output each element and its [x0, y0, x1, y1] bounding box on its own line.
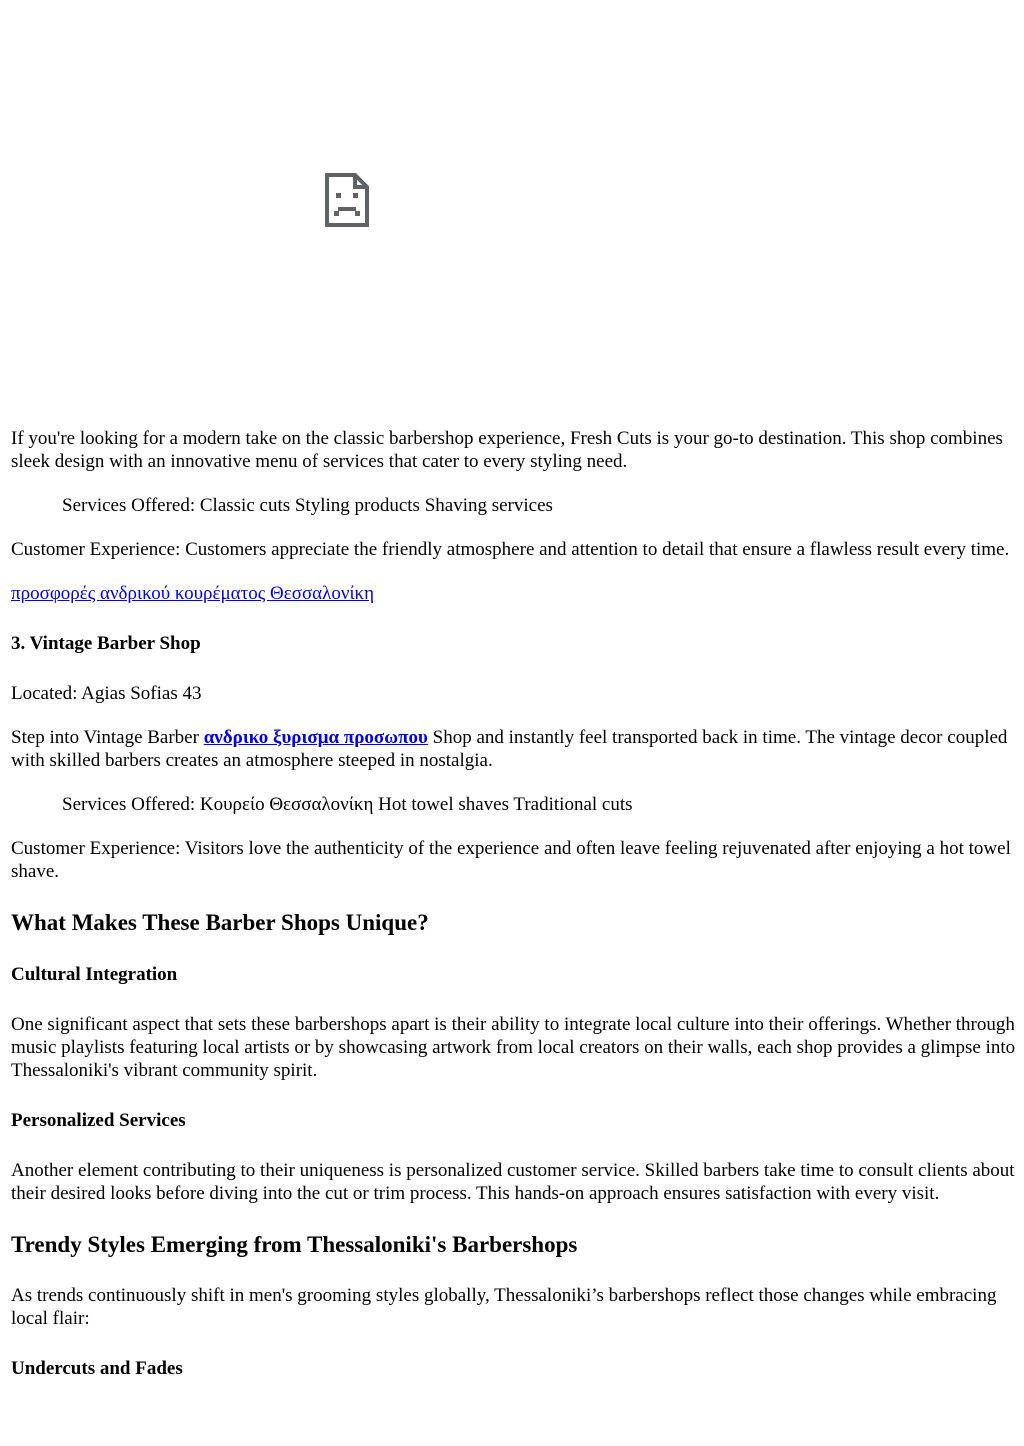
services-offered-fresh-cuts: Services Offered: Classic cuts Styling products Shaving services: [62, 495, 553, 516]
vintage-description: [11, 726, 1019, 772]
broken-image-icon: [324, 172, 370, 228]
haircut-offers-link[interactable]: προσφορές ανδρικού κουρέματος Θεσσαλονίκη: [11, 583, 375, 604]
vintage-text-after: Shop and instantly feel transported back in time. The vintage decor coupled with skilled barbers creates an atmosphere steeped in nostalgia.: [11, 727, 1008, 771]
article-content: [11, 427, 1019, 1407]
intro-paragraph: If you're looking for a modern take on the classic barbershop experience, Fresh Cuts is your go-to destination. This shop combines sleek design with an innovative menu of services that cater to every styling need.: [11, 428, 1003, 472]
link-paragraph: [11, 582, 1019, 605]
trendy-paragraph: As trends continuously shift in men's grooming styles globally, Thessaloniki’s barbershops reflect those changes while embracing local flair:: [11, 1285, 997, 1329]
heading-undercuts-fades: Undercuts and Fades: [11, 1358, 183, 1379]
heading-what-makes-unique: What Makes These Barber Shops Unique?: [11, 910, 429, 935]
customer-experience-fresh-cuts: Customer Experience: Customers appreciate the friendly atmosphere and attention to detail that ensure a flawless result every time.: [11, 539, 1010, 560]
heading-cultural-integration: Cultural Integration: [11, 964, 178, 985]
vintage-text-before: Step into Vintage Barber: [11, 727, 204, 748]
cultural-paragraph: One significant aspect that sets these barbershops apart is their ability to integrate local culture into their offerings. Whether through music playlists featuring local artists or by showcasing artwork from local creators on their walls, each shop provides a glimpse into Thessaloniki's vibrant community spirit.: [11, 1014, 1016, 1081]
heading-trendy-styles: Trendy Styles Emerging from Thessaloniki's Barbershops: [11, 1232, 578, 1257]
embedded-image-area: [0, 0, 1024, 415]
personalized-paragraph: Another element contributing to their uniqueness is personalized customer service. Skilled barbers take time to consult clients about their desired looks before diving into the cut or trim process. This hands-on approach ensures satisfaction with every visit.: [11, 1160, 1015, 1204]
heading-personalized-services: Personalized Services: [11, 1110, 186, 1131]
location-text: Located: Agias Sofias 43: [11, 683, 202, 704]
shaving-link[interactable]: ανδρικο ξυρισμα προσωπου: [203, 727, 428, 748]
heading-vintage-barber-shop: 3. Vintage Barber Shop: [11, 633, 201, 654]
customer-experience-vintage: Customer Experience: Visitors love the authenticity of the experience and often leave feeling rejuvenated after enjoying a hot towel shave.: [11, 838, 1011, 882]
services-offered-vintage: Services Offered: Κουρείο Θεσσαλονίκη Hot towel shaves Traditional cuts: [62, 794, 633, 815]
